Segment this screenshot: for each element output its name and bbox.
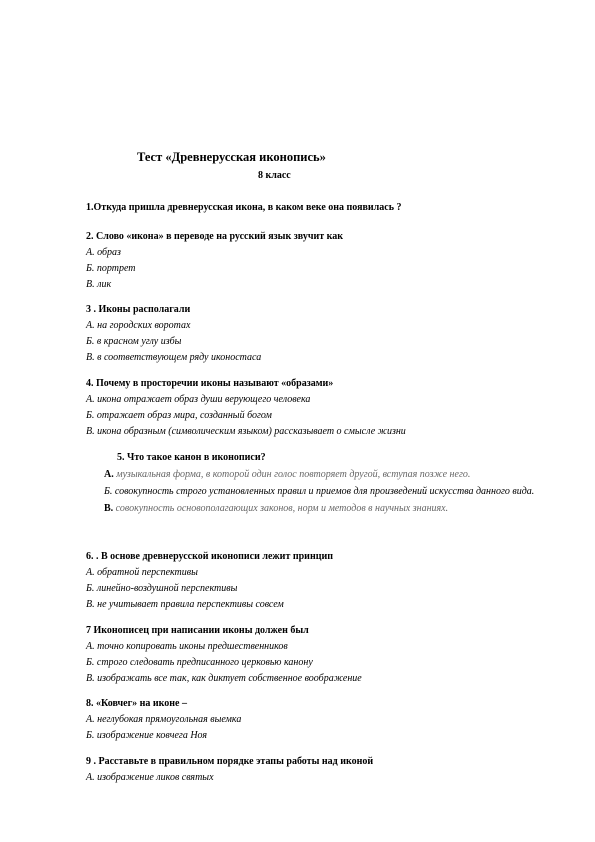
question-6: 6. . В основе древнерусской иконописи лежит принцип (86, 551, 333, 562)
question-3-option-b: Б. в красном углу избы (86, 336, 182, 347)
question-9-option-a: А. изображение ликов святых (86, 772, 214, 783)
question-8: 8. «Ковчег» на иконе – (86, 698, 187, 709)
question-7-option-c: В. изображать все так, как диктует собственное воображение (86, 673, 362, 684)
question-8-option-b: Б. изображение ковчега Ноя (86, 730, 208, 741)
question-7-option-a: А. точно копировать иконы предшественников (86, 641, 288, 652)
question-3-option-c: В. в соответствующем ряду иконостаса (86, 352, 262, 363)
question-5-option-a-letter: А. (104, 469, 114, 480)
question-2-option-a: А. образ (86, 247, 121, 258)
question-6-option-b: Б. линейно-воздушной перспективы (86, 583, 238, 594)
question-4: 4. Почему в просторечии иконы называют «образами» (86, 378, 334, 389)
question-9: 9 . Расставьте в правильном порядке этапы работы над иконой (86, 756, 374, 767)
question-5-option-a (104, 468, 544, 482)
test-title: Тест «Древнерусская иконопись» (137, 150, 326, 164)
question-8-option-a: А. неглубокая прямоугольная выемка (86, 714, 242, 725)
question-6-option-c: В. не учитывает правила перспективы совсем (86, 599, 284, 610)
question-2: 2. Слово «икона» в переводе на русский язык звучит как (86, 231, 344, 242)
question-5-option-a-text: музыкальная форма, в которой один голос повторяет другой, вступая позже него. (116, 469, 471, 480)
question-1: 1.Откуда пришла древнерусская икона, в каком веке она появилась ? (86, 202, 402, 213)
question-5-option-c-text: совокупность основополагающих законов, норм и методов в научных знаниях. (115, 503, 449, 514)
question-2-option-b: Б. портрет (86, 263, 136, 274)
question-7-option-b: Б. строго следовать предписанного церковью канону (86, 657, 313, 668)
question-5-block (104, 451, 544, 516)
question-5-option-c (104, 502, 544, 516)
question-5: 5. Что такое канон в иконописи? (117, 452, 266, 463)
question-7: 7 Иконописец при написании иконы должен был (86, 625, 309, 636)
question-3: 3 . Иконы располагали (86, 304, 191, 315)
question-5-option-c-letter: В. (104, 503, 114, 514)
grade-label: 8 класс (258, 170, 291, 181)
question-5-option-b: Б. совокупность строго установленных правил и приемов для произведений искусства данного вида. (104, 486, 535, 497)
question-3-option-a: А. на городских воротах (86, 320, 191, 331)
question-6-option-a: А. обратной перспективы (86, 567, 198, 578)
question-2-option-c: В. лик (86, 279, 112, 290)
question-4-option-c: В. икона образным (символическим языком) рассказывает о смысле жизни (86, 426, 406, 437)
question-4-option-a: А. икона отражает образ души верующего человека (86, 394, 311, 405)
question-4-option-b: Б. отражает образ мира, созданный богом (86, 410, 272, 421)
